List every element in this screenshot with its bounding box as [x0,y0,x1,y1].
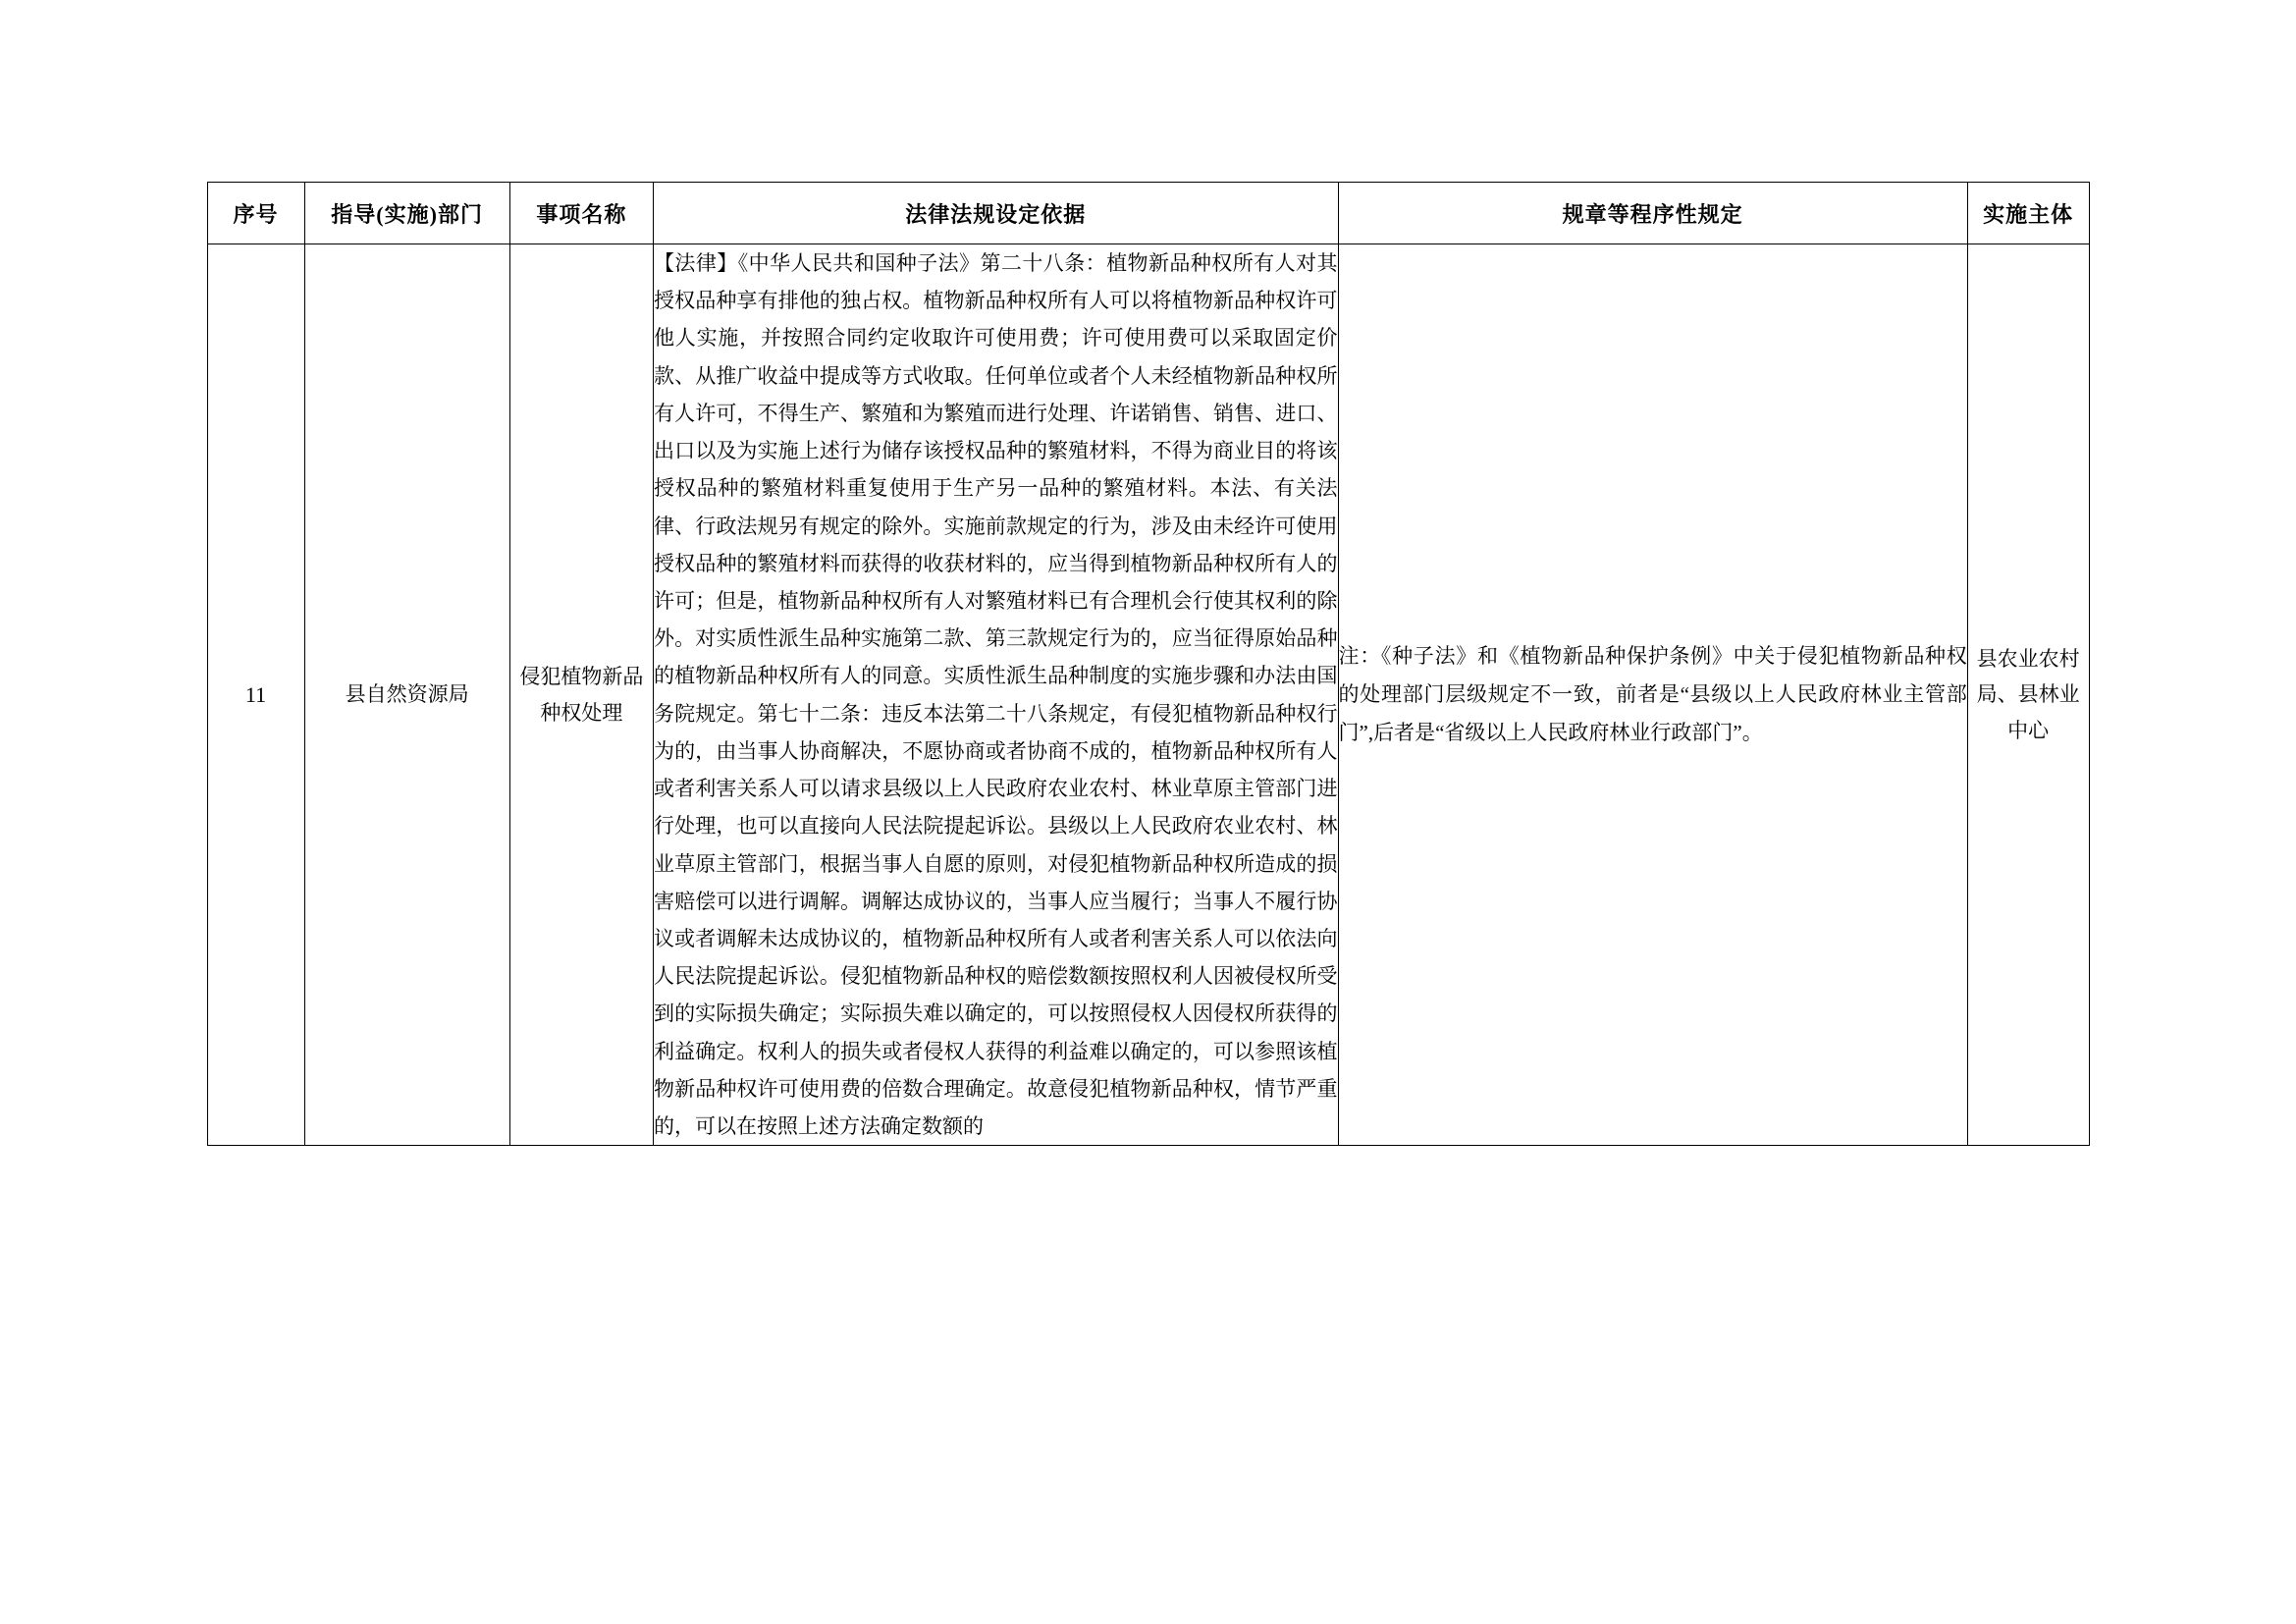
header-row [207,183,2089,244]
table-row [207,244,2089,1146]
header-department: 指导(实施)部门 [304,183,509,244]
table-body [207,244,2089,1146]
header-item-name: 事项名称 [509,183,653,244]
table-header [207,183,2089,244]
cell-implementing-subject [1967,244,2089,1146]
department-text: 县自然资源局 [345,682,469,707]
procedural-rules-text: 注：《种子法》和《植物新品种保护条例》中关于侵犯植物新品种权的处理部门层级规定不一致，前者是“县级以上人民政府林业主管部门”,后者是“省级以上人民政府林业行政部门”。 [1338,644,1967,745]
header-procedural-rules: 规章等程序性规定 [1338,183,1967,244]
cell-department [304,244,509,1146]
cell-item-name [509,244,653,1146]
cell-procedural-rules [1338,244,1967,1146]
implementing-subject-text: 县农业农村局、县林业中心 [1976,646,2080,742]
regulation-table [207,182,2090,1146]
header-seq: 序号 [207,183,304,244]
header-legal-basis: 法律法规设定依据 [654,183,1339,244]
cell-legal-basis [654,244,1339,1146]
cell-seq: 11 [207,244,304,1146]
legal-basis-text: 【法律】《中华人民共和国种子法》第二十八条：植物新品种权所有人对其授权品种享有排他的独占权。植物新品种权所有人可以将植物新品种权许可他人实施，并按照合同约定收取许可使用费；许可使用费可以采取固定价款、从推广收益中提成等方式收取。任何单位或者个人未经植物新品种权所有人许可，不得生产、繁殖和为繁殖而进行处理、许诺销售、销售、进口、出口以及为实施上述行为储存该授权品种的繁殖材料，不得为商业目的将该授权品种的繁殖材料重复使用于生产另一品种的繁殖材料。本法、有关法律、行政法规另有规定的除外。实施前款规定的行为，涉及由未经许可使用授权品种的繁殖材料而获得的收获材料的，应当得到植物新品种权所有人的许可；但是，植物新品种权所有人对繁殖材料已有合理机会行使其权利的除外。对实质性派生品种实施第二款、第三款规定行为的，应当征得原始品种的植物新品种权所有人的同意。实质性派生品种制度的实施步骤和办法由国务院规定。第七十二条：违反本法第二十八条规定，有侵犯植物新品种权行为的，由当事人协商解决，不愿协商或者协商不成的，植物新品种权所有人或者利害关系人可以请求县级以上人民政府农业农村、林业草原主管部门进行处理，也可以直接向人民法院提起诉讼。县级以上人民政府农业农村、林业草原主管部门，根据当事人自愿的原则，对侵犯植物新品种权所造成的损害赔偿可以进行调解。调解达成协议的，当事人应当履行；当事人不履行协议或者调解未达成协议的，植物新品种权所有人或者利害关系人可以依法向人民法院提起诉讼。侵犯植物新品种权的赔偿数额按照权利人因被侵权所受到的实际损失确定；实际损失难以确定的，可以按照侵权人因侵权所获得的利益确定。权利人的损失或者侵权人获得的利益难以确定的，可以参照该植物新品种权许可使用费的倍数合理确定。故意侵犯植物新品种权，情节严重的，可以在按照上述方法确定数额的 [654,251,1338,1139]
item-name-text: 侵犯植物新品种权处理 [519,664,644,725]
header-implementing-subject: 实施主体 [1967,183,2089,244]
